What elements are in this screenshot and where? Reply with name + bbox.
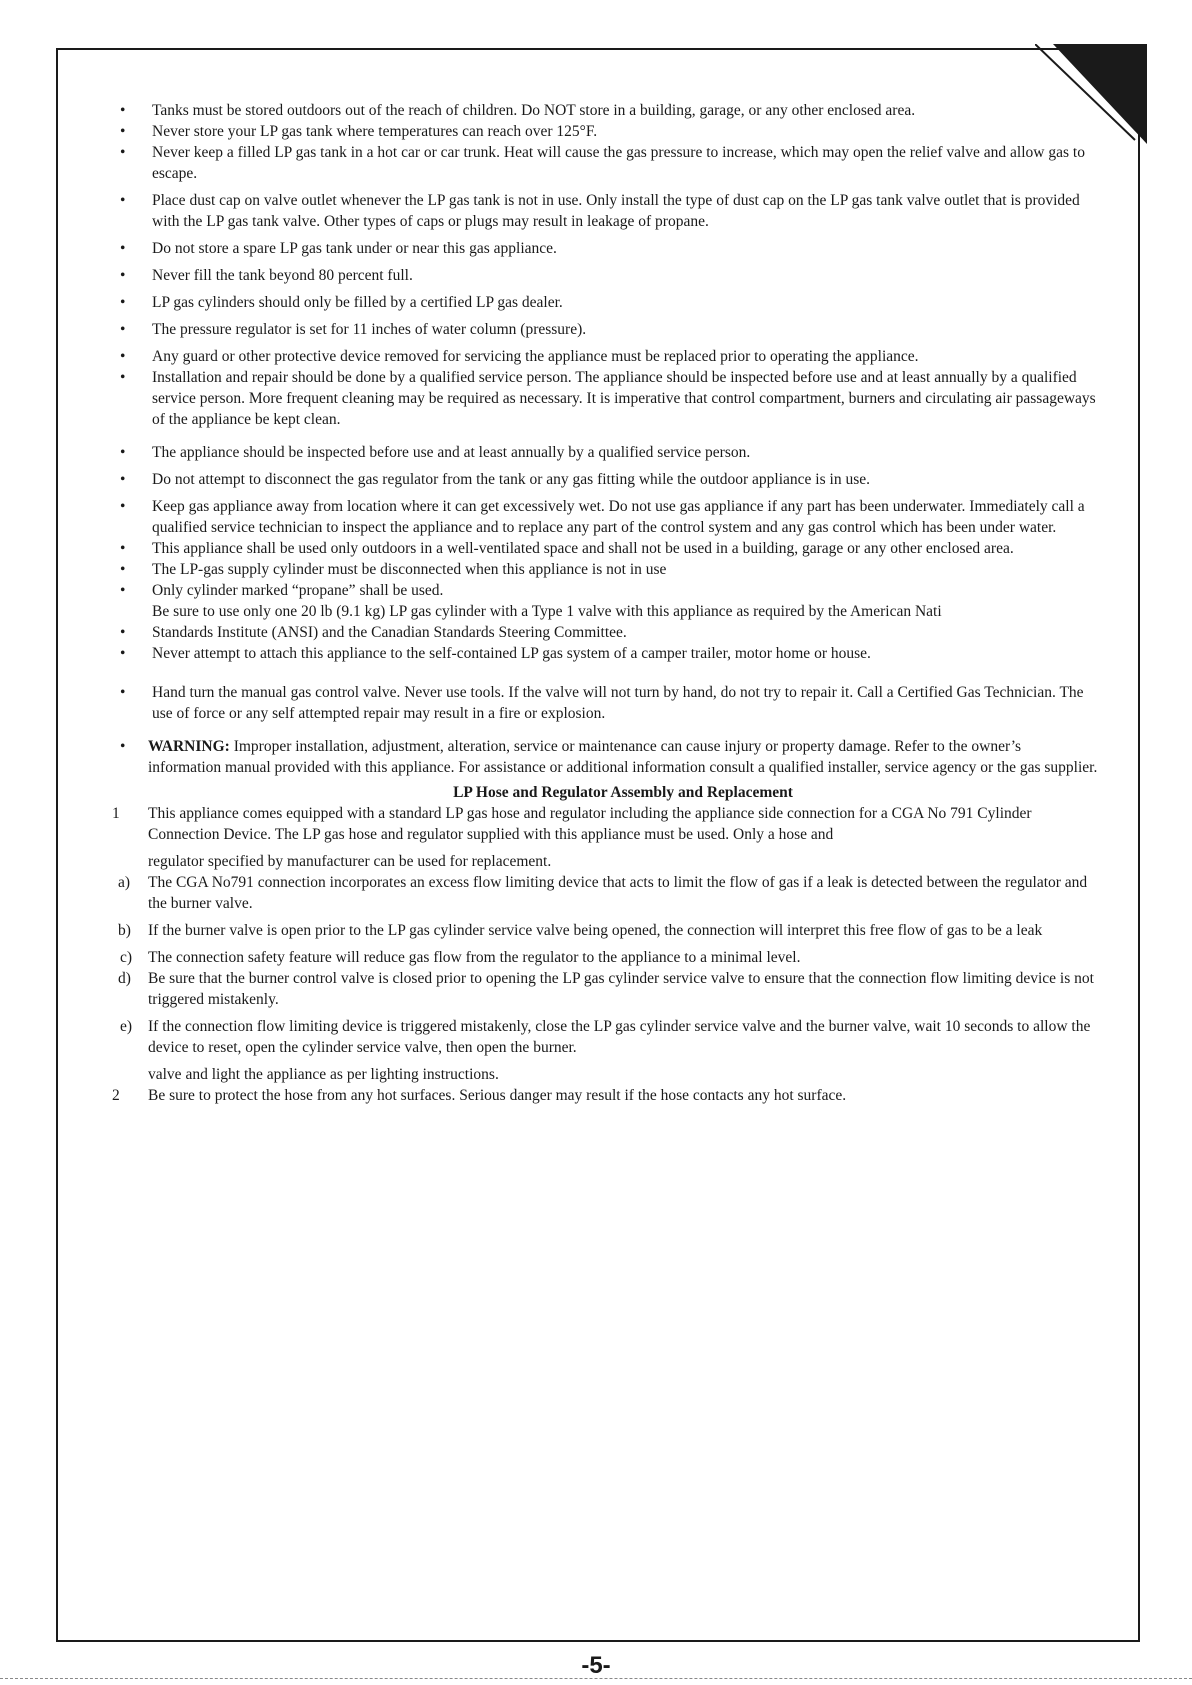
- document-body: [108, 100, 1098, 1106]
- sub-step-b: b) If the burner valve is open prior to the LP gas cylinder service valve being opened, the connection will interpret this free flow of gas to be a leak: [118, 922, 1043, 939]
- list-item: • Never keep a filled LP gas tank in a hot car or car trunk. Heat will cause the gas pressure to increase, which may open the relief valve and allow gas to escape.: [120, 144, 1085, 182]
- list-item: • LP gas cylinders should only be filled by a certified LP gas dealer.: [120, 294, 563, 311]
- list-item: • WARNING: Improper installation, adjustment, alteration, service or maintenance can cause injury or property damage. Refer to the owner’s information manual provided with this appliance. For assistance or additional information consult a qualified installer, service agency or the gas supplier.: [120, 738, 1098, 776]
- list-item: • Keep gas appliance away from location where it can get excessively wet. Do not use gas appliance if any part has been underwater. Immediately call a qualified service technician to inspect the appliance and to replace any part of the control system and any gas control which has been under water.: [120, 498, 1085, 536]
- page-number: -5-: [581, 1652, 611, 1679]
- list-item: • Never fill the tank beyond 80 percent full.: [120, 267, 413, 284]
- list-item: • Any guard or other protective device removed for servicing the appliance must be replaced prior to operating the appliance.: [120, 348, 919, 365]
- sub-step-e-cont: valve and light the appliance as per lighting instructions.: [148, 1066, 499, 1083]
- list-item: • Tanks must be stored outdoors out of the reach of children. Do NOT store in a building, garage, or any other enclosed area.: [120, 102, 916, 119]
- sub-step-d: d) Be sure that the burner control valve is closed prior to opening the LP gas cylinder service valve to ensure that the connection flow limiting device is not triggered mistakenly.: [118, 970, 1094, 1008]
- list-item: • Installation and repair should be done by a qualified service person. The appliance should be inspected before use and at least annually by a qualified service person. More frequent cleaning may be required as necessary. It is imperative that control compartment, burners and circulating air passageways of the appliance be kept clean.: [120, 369, 1096, 428]
- numbered-step-2: 2 Be sure to protect the hose from any hot surfaces. Serious danger may result if the hose contacts any hot surface.: [112, 1087, 847, 1104]
- list-item: • Hand turn the manual gas control valve. Never use tools. If the valve will not turn by hand, do not try to repair it. Call a Certified Gas Technician. The use of force or any self attempted repair may result in a fire or explosion.: [120, 684, 1084, 722]
- sub-step-c: c) The connection safety feature will reduce gas flow from the regulator to the appliance to a minimal level.: [120, 949, 801, 966]
- list-item: • Do not attempt to disconnect the gas regulator from the tank or any gas fitting while the outdoor appliance is in use.: [120, 471, 870, 488]
- list-item: • Only cylinder marked “propane” shall be used.: [120, 582, 444, 599]
- list-item: • This appliance shall be used only outdoors in a well-ventilated space and shall not be used in a building, garage or any other enclosed area.: [120, 540, 1014, 557]
- bullet-group-dust-cap: [108, 190, 1098, 232]
- list-item: • Never store your LP gas tank where temperatures can reach over 125°F.: [120, 123, 598, 140]
- bullet-group-service: [108, 346, 1098, 430]
- numbered-step-1: 1 This appliance comes equipped with a standard LP gas hose and regulator including the appliance side connection for a CGA No 791 Cylinder Connection Device. The LP gas hose and regulator supplied with this appliance must be used. Only a hose and regulator specified by manufacturer can be used for replacement.: [112, 805, 1032, 870]
- bullet-group-valve: [108, 682, 1098, 724]
- bullet-group-safety: [108, 442, 1098, 664]
- list-item: • Never attempt to attach this appliance to the self-contained LP gas system of a camper trailer, motor home or house.: [120, 645, 871, 662]
- warning-block: [108, 736, 1098, 778]
- warning-label: WARNING:: [148, 738, 230, 755]
- sub-step-a: a) The CGA No791 connection incorporates an excess flow limiting device that acts to limit the flow of gas if a leak is detected between the regulator and the burner valve.: [118, 874, 1088, 912]
- bullet-group-storage: [108, 100, 1098, 184]
- list-item: • The pressure regulator is set for 11 inches of water column (pressure).: [120, 321, 587, 338]
- list-item: • The LP-gas supply cylinder must be disconnected when this appliance is not in use: [120, 561, 667, 578]
- bottom-divider: [0, 1678, 1192, 1679]
- list-item: • Do not store a spare LP gas tank under or near this gas appliance.: [120, 240, 557, 257]
- list-item: • Standards Institute (ANSI) and the Canadian Standards Steering Committee.: [120, 624, 627, 641]
- sub-step-e: e) If the connection flow limiting device is triggered mistakenly, close the LP gas cylinder service valve and the burner valve, wait 10 seconds to allow the device to reset, open the cylinder service valve, then open the burner.: [120, 1018, 1091, 1056]
- bullet-group-tank-rules: [108, 238, 1098, 340]
- section-heading: LP Hose and Regulator Assembly and Replacement: [453, 784, 793, 801]
- list-item: • The appliance should be inspected before use and at least annually by a qualified service person.: [120, 444, 751, 461]
- list-item: • Place dust cap on valve outlet whenever the LP gas tank is not in use. Only install the type of dust cap on the LP gas tank valve outlet that is provided with the LP gas tank valve. Other types of caps or plugs may result in leakage of propane.: [120, 192, 1080, 230]
- ansi-line: Be sure to use only one 20 lb (9.1 kg) LP gas cylinder with a Type 1 valve with this appliance as required by the American Nati: [152, 603, 942, 620]
